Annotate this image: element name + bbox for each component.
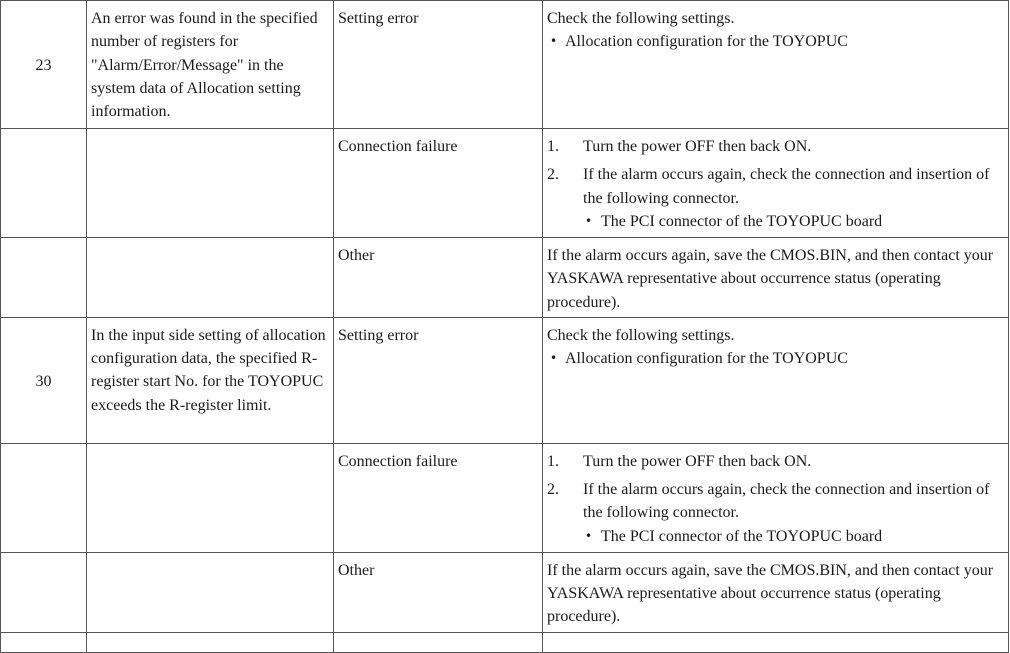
alarm-code-cell: [1, 129, 87, 238]
alarm-code-cell: [1, 632, 87, 652]
action-bullet-text: Allocation configuration for the TOYOPUC: [565, 33, 848, 51]
action-cell: [543, 1, 1009, 129]
action-cell: [543, 443, 1009, 552]
alarm-description: An error was found in the specified number of registers for "Alarm/Error/Message" in the system data of Allocation setting information.: [91, 10, 318, 121]
table-row: [1, 632, 1009, 652]
step-text: Turn the power OFF then back ON.: [583, 452, 812, 470]
action-sub-bullet-text: The PCI connector of the TOYOPUC board: [601, 527, 883, 545]
cause-cell: [334, 238, 543, 318]
action-sub-bullet-text: The PCI connector of the TOYOPUC board: [601, 212, 883, 230]
action-sub-bullet-item: [547, 525, 1004, 548]
action-cell: [543, 238, 1009, 318]
action-text: If the alarm occurs again, save the CMOS.BIN, and then contact your YASKAWA representative about occurrence status (operating procedure).: [547, 247, 994, 311]
action-bullet-text: Allocation configuration for the TOYOPUC: [565, 350, 848, 368]
description-cell: [87, 238, 334, 318]
cause-label: Other: [338, 247, 375, 264]
cause-cell: [334, 129, 543, 238]
action-cell: [543, 129, 1009, 238]
description-cell: [87, 1, 334, 129]
action-step-1: [547, 135, 1004, 158]
action-step-2: [547, 163, 1004, 210]
table-row: [1, 317, 1009, 443]
table-row: [1, 443, 1009, 552]
bullet-icon: •: [585, 528, 593, 543]
table-row: [1, 1, 1009, 129]
table-row: [1, 552, 1009, 632]
action-sub-bullet-item: [547, 210, 1004, 233]
cause-cell: [334, 552, 543, 632]
cause-label: Other: [338, 561, 375, 579]
action-step-1: [547, 450, 1004, 473]
step-text: If the alarm occurs again, check the connection and insertion of the following connector.: [583, 481, 990, 522]
step-number: 2.: [547, 166, 559, 184]
alarm-code-cell: [1, 552, 87, 632]
cause-label: Setting error: [338, 10, 419, 27]
bullet-icon: •: [550, 351, 558, 366]
action-text: Check the following settings.: [547, 10, 735, 27]
table-row: [1, 238, 1009, 318]
table-row: [1, 129, 1009, 238]
bullet-icon: •: [585, 213, 593, 228]
cause-label: Setting error: [338, 326, 419, 344]
step-number: 1.: [547, 138, 559, 155]
cause-cell: [334, 1, 543, 129]
description-cell: [87, 632, 334, 652]
alarm-code-cell: [1, 238, 87, 318]
step-number: 2.: [547, 481, 559, 499]
cause-cell: [334, 632, 543, 652]
alarm-code-cell: [1, 443, 87, 552]
alarm-code-cell: [1, 1, 87, 129]
alarm-description: In the input side setting of allocation configuration data, the specified R-register start No. for the TOYOPUC exceeds the R-register limit.: [91, 326, 326, 414]
alarm-code: 30: [35, 373, 52, 391]
cause-cell: [334, 443, 543, 552]
action-text: If the alarm occurs again, save the CMOS.BIN, and then contact your YASKAWA representative about occurrence status (operating procedure).: [547, 561, 994, 626]
action-cell: [543, 552, 1009, 632]
step-text: If the alarm occurs again, check the connection and insertion of the following connector.: [583, 166, 990, 207]
step-number: 1.: [547, 452, 559, 470]
action-cell: [543, 632, 1009, 652]
cause-label: Connection failure: [338, 452, 458, 470]
bullet-icon: •: [550, 34, 558, 49]
action-bullet-item: [547, 347, 1004, 370]
description-cell: [87, 317, 334, 443]
step-text: Turn the power OFF then back ON.: [583, 138, 812, 155]
description-cell: [87, 552, 334, 632]
action-step-2: [547, 478, 1004, 525]
alarm-code-cell: [1, 317, 87, 443]
cause-cell: [334, 317, 543, 443]
action-bullet-item: [547, 30, 1004, 53]
action-text: Check the following settings.: [547, 326, 735, 344]
description-cell: [87, 443, 334, 552]
description-cell: [87, 129, 334, 238]
action-cell: [543, 317, 1009, 443]
cause-label: Connection failure: [338, 138, 458, 155]
alarm-code: 23: [35, 57, 52, 75]
